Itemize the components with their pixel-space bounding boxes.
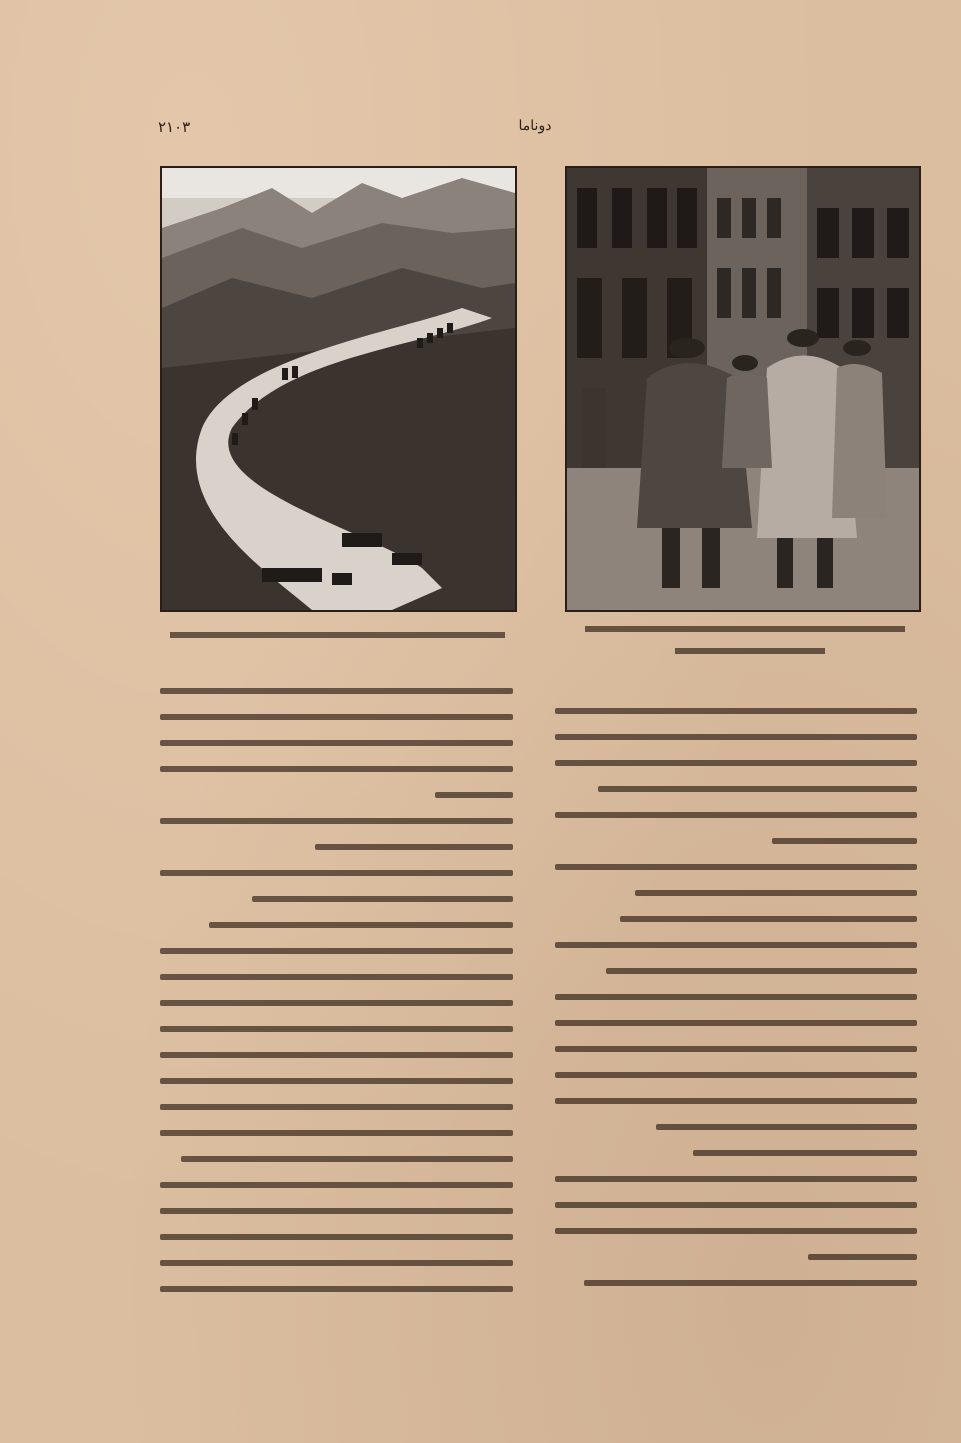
right-column-text [555,708,917,1318]
paragraph [555,916,917,922]
paragraph [555,864,917,896]
caption-right-photo [565,618,917,662]
photo-generals-in-square [565,166,921,612]
paragraph [160,922,513,928]
running-head: دوناما [518,118,552,134]
caption-left-photo [160,622,513,646]
left-column-text [160,688,513,1338]
paragraph [555,1176,917,1260]
paragraph [555,1150,917,1156]
paragraph [555,994,917,1130]
paragraph [160,688,513,798]
paragraph [555,1280,917,1286]
paragraph [555,708,917,792]
paragraph [160,818,513,850]
paragraph [160,870,513,902]
paragraph [160,948,513,1162]
paragraph [160,1182,513,1240]
page-number: ٢١٠٣ [158,118,191,136]
photo-mountain-road-troops [160,166,517,612]
paragraph [555,942,917,974]
paragraph [160,1260,513,1292]
paragraph [555,812,917,844]
